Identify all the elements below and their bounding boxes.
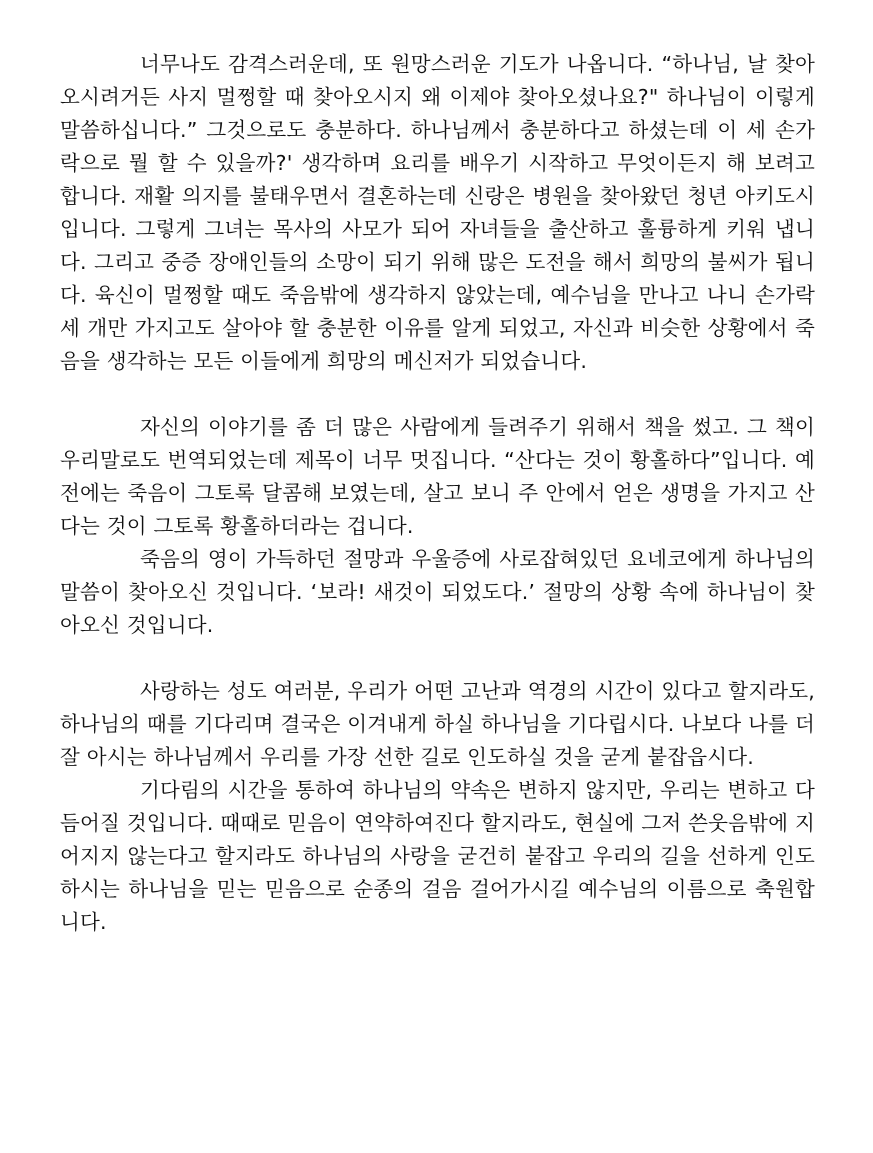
paragraph-waiting-god: 사랑하는 성도 여러분, 우리가 어떤 고난과 역경의 시간이 있다고 할지라도, 하나님의 때를 기다리며 결국은 이겨내게 하실 하나님을 기다립시다. 나보다 나를 더 잘 아시는 하나님께서 우리를 가장 선한 길로 인도하실 것을 굳게 붙잡읍시다. (60, 679, 815, 769)
document-page (60, 48, 815, 939)
paragraph-spacer (60, 378, 815, 411)
paragraph-spacer (60, 642, 815, 675)
paragraph-blessing: 기다림의 시간을 통하여 하나님의 약속은 변하지 않지만, 우리는 변하고 다듬어질 것입니다. 때때로 믿음이 연약하여진다 할지라도, 현실에 그저 쓴웃음밖에 지어지지 않는다고 할지라도 하나님의 사랑을 굳건히 붙잡고 우리의 길을 선하게 인도하시는 하나님을 믿는 믿음으로 순종의 걸음 걸어가시길 예수님의 이름으로 축원합니다. (60, 778, 815, 934)
paragraph-yoneko-prayer: 너무나도 감격스러운데, 또 원망스러운 기도가 나옵니다. “하나님, 날 찾아오시려거든 사지 멀쩡할 때 찾아오시지 왜 이제야 찾아오셨나요?" 하나님이 이렇게 말씀하십니다.” 그것으로도 충분하다. 하나님께서 충분하다고 하셨는데 이 세 손가락으로 뭘 할 수 있을까?' 생각하며 요리를 배우기 시작하고 무엇이든지 해 보려고 합니다. 재활 의지를 불태우면서 결혼하는데 신랑은 병원을 찾아왔던 청년 아키도시입니다. 그렇게 그녀는 목사의 사모가 되어 자녀들을 출산하고 훌륭하게 키워 냅니다. 그리고 중증 장애인들의 소망이 되기 위해 많은 도전을 해서 희망의 불씨가 됩니다. 육신이 멀쩡할 때도 죽음밖에 생각하지 않았는데, 예수님을 만나고 나니 손가락 세 개만 가지고도 살아야 할 충분한 이유를 알게 되었고, 자신과 비슷한 상황에서 죽음을 생각하는 모든 이들에게 희망의 메신저가 되었습니다. (60, 52, 815, 373)
paragraph-new-creation: 죽음의 영이 가득하던 절망과 우울증에 사로잡혀있던 요네코에게 하나님의 말씀이 찾아오신 것입니다. ‘보라! 새것이 되었도다.’ 절망의 상황 속에 하나님이 찾아오신 것입니다. (60, 547, 815, 637)
paragraph-book: 자신의 이야기를 좀 더 많은 사람에게 들려주기 위해서 책을 썼고. 그 책이 우리말로도 번역되었는데 제목이 너무 멋집니다. “산다는 것이 황홀하다”입니다. 예전에는 죽음이 그토록 달콤해 보였는데, 살고 보니 주 안에서 얻은 생명을 가지고 산다는 것이 그토록 황홀하더라는 겁니다. (60, 415, 815, 538)
